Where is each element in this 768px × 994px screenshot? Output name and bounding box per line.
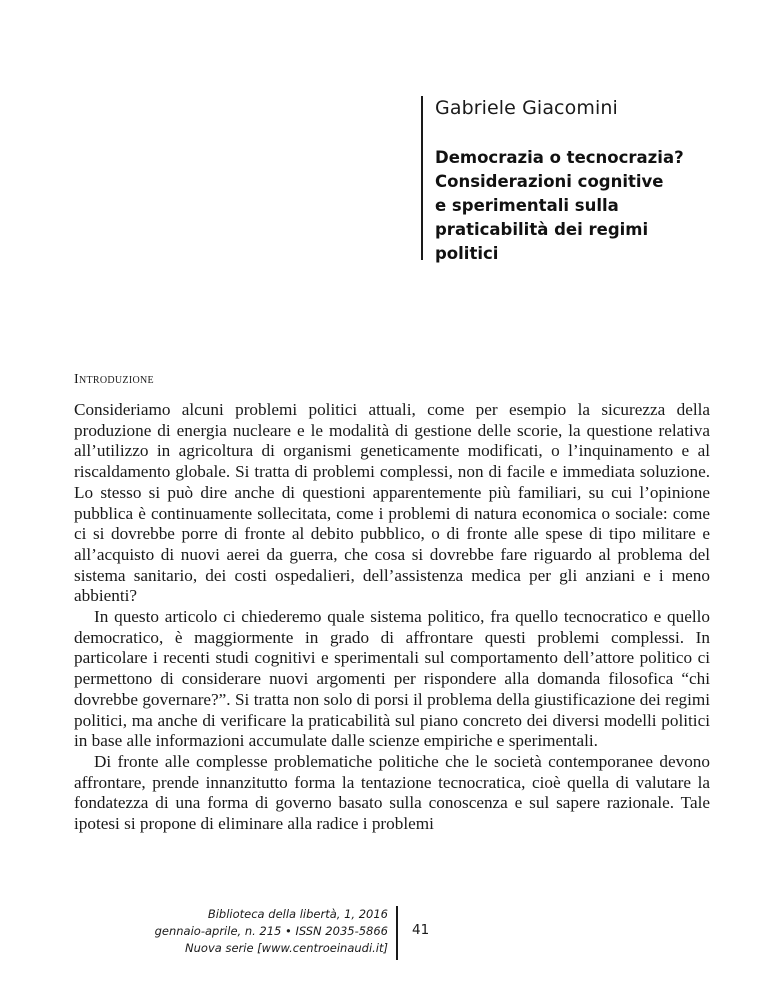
article-title: [435, 146, 721, 266]
title-line: Considerazioni cognitive: [435, 172, 664, 191]
journal-citation: [100, 906, 388, 957]
body-paragraph: Consideriamo alcuni problemi politici attuali, come per esempio la sicurezza della produzione di energia nucleare e le modalità di gestione delle scorie, la questione relativa all’utilizzo in agricoltura di organismi geneticamente modificati, o l’inquinamento e al riscaldamento globale. Si tratta di problemi complessi, non di facile e immediata soluzione. Lo stesso si può dire anche di questioni apparentemente più familiari, su cui l’opinione pubblica è continuamente sollecitata, come i problemi di natura economica o sociale: come ci si dovrebbe porre di fronte al debito pubblico, o di fronte alle spese di tipo militare e all’acquisto di nuovi aerei da guerra, che cosa si dovrebbe fare riguardo al problema del sistema sanitario, dei costi ospedalieri, dell’assistenza medica per gli anziani e i meno abbienti?: [74, 400, 710, 606]
title-line: politici: [435, 244, 499, 263]
issue-line: gennaio-aprile, n. 215 • ISSN 2035-5866: [154, 924, 388, 938]
body-paragraph: In questo articolo ci chiederemo quale sistema politico, fra quello tecnocratico e quello democratico, è maggiormente in grado di affrontare questi problemi complessi. In particolare i recenti studi cognitivi e sperimentali sul comportamento dell’attore politico ci permettono di considerare nuovi argomenti per rispondere alla domanda filosofica “chi dovrebbe governare?”. Si tratta non solo di porsi il problema della giustificazione dei regimi politici, ma anche di verificare la praticabilità sul piano concreto dei diversi modelli politici in base alle informazioni accumulate dalle scienze empiriche e sperimentali.: [74, 607, 710, 751]
title-line: e sperimentali sulla: [435, 196, 619, 215]
author-name: Gabriele Giacomini: [435, 97, 618, 119]
journal-line: Biblioteca della libertà, 1, 2016: [207, 907, 388, 921]
article-header: [421, 96, 721, 263]
page-number: 41: [412, 922, 430, 938]
title-line: praticabilità dei regimi: [435, 220, 649, 239]
series-line: Nuova serie [www.centroeinaudi.it]: [185, 941, 388, 955]
title-line: Democrazia o tecnocrazia?: [435, 148, 684, 167]
body-paragraph: Di fronte alle complesse problematiche politiche che le società contemporanee devono affrontare, prende innanzitutto forma la tentazione tecnocratica, cioè quella di valutare la fondatezza di una forma di governo basato sulla conoscenza e sul sapere razionale. Tale ipotesi si propone di eliminare alla radice i problemi: [74, 751, 710, 834]
section-heading: Introduzione: [74, 372, 154, 387]
article-body: [74, 400, 710, 835]
footer-divider: [396, 906, 398, 960]
